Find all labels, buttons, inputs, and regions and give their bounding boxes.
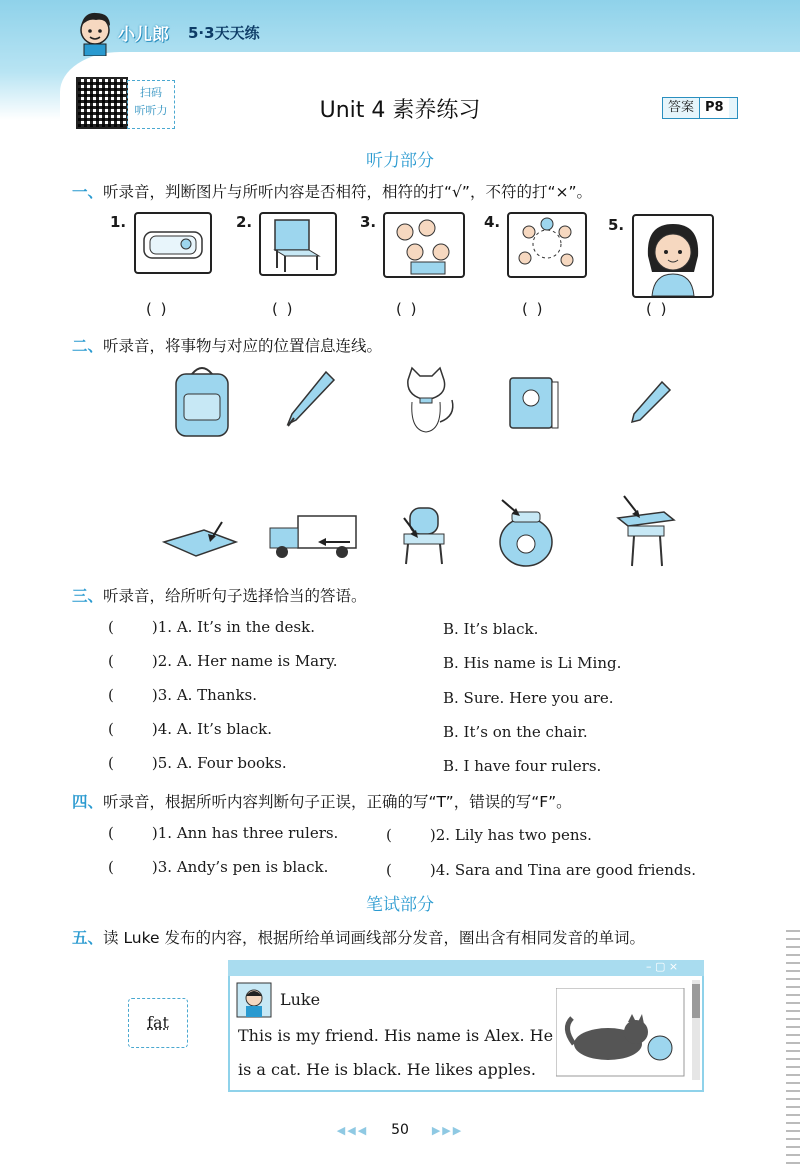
q1-item-2-picture bbox=[259, 212, 337, 276]
q3-row-1-b[interactable]: B. It’s black. bbox=[443, 620, 539, 638]
post-scrollbar-thumb[interactable] bbox=[692, 984, 700, 1018]
q3-row-4-a: A. It’s black. bbox=[176, 720, 272, 738]
answer-badge[interactable] bbox=[662, 97, 738, 119]
q5-instruction bbox=[72, 926, 645, 948]
q2-instruction bbox=[72, 334, 382, 356]
q1-item-2-label: 2. bbox=[236, 213, 253, 231]
q1-item-4-label: 4. bbox=[484, 213, 501, 231]
luke-avatar bbox=[236, 982, 272, 1018]
series-name: 5·3天天练 bbox=[188, 24, 260, 42]
word-fat: fat bbox=[147, 1013, 169, 1032]
scan-hint-line2: 听听力 bbox=[134, 104, 168, 117]
q3-row-5[interactable] bbox=[108, 754, 287, 772]
girl-portrait-icon bbox=[634, 216, 712, 296]
q1-item-5-picture bbox=[632, 214, 714, 298]
q3-row-3-paren: ( bbox=[108, 686, 114, 704]
answer-page: P8 bbox=[699, 98, 729, 118]
q4-text: 听录音，根据所听内容判断句子正误，正确的写“T”，错误的写“F”。 bbox=[103, 793, 572, 811]
q4-item-2-text: Lily has two pens. bbox=[454, 826, 592, 844]
q1-item-5-label: 5. bbox=[608, 216, 625, 234]
q4-item-1[interactable] bbox=[108, 824, 338, 842]
q3-row-1-num: )1. bbox=[151, 618, 173, 636]
page-edge-texture bbox=[786, 930, 800, 1170]
schoolbag-icon[interactable] bbox=[168, 364, 236, 440]
q3-row-2-num: )2. bbox=[151, 652, 173, 670]
q4-item-1-paren: ( bbox=[108, 824, 114, 842]
q3-row-3-a: A. Thanks. bbox=[176, 686, 258, 704]
desk-arrow-icon[interactable] bbox=[614, 494, 678, 570]
q4-instruction bbox=[72, 790, 572, 812]
q1-number: 一、 bbox=[72, 183, 104, 201]
prev-arrows-icon: ◀◀◀ bbox=[336, 1124, 369, 1137]
word-box bbox=[128, 998, 188, 1048]
scan-hint-line1: 扫码 bbox=[140, 86, 162, 99]
q3-row-1-a: A. It’s in the desk. bbox=[176, 618, 315, 636]
q1-item-3-answer[interactable]: ( ) bbox=[396, 300, 419, 318]
q1-item-3-picture bbox=[383, 212, 465, 278]
next-arrows-icon: ▶▶▶ bbox=[431, 1124, 464, 1137]
post-card-titlebar bbox=[228, 960, 704, 976]
q3-number: 三、 bbox=[72, 587, 104, 605]
writing-heading: 笔试部分 bbox=[366, 895, 434, 915]
q1-item-1-answer[interactable]: ( ) bbox=[146, 300, 169, 318]
q1-item-4-answer[interactable]: ( ) bbox=[522, 300, 545, 318]
post-line-2: is a cat. He is black. He likes apples. bbox=[238, 1060, 536, 1079]
book-icon[interactable] bbox=[504, 374, 564, 434]
q3-row-2-a: A. Her name is Mary. bbox=[176, 652, 338, 670]
jar-arrow-icon[interactable] bbox=[496, 498, 558, 570]
q1-instruction bbox=[72, 180, 592, 202]
q3-row-2-b[interactable]: B. His name is Li Ming. bbox=[443, 654, 622, 672]
answer-label: 答案 bbox=[668, 100, 695, 115]
q4-item-3-paren: ( bbox=[108, 858, 114, 876]
chair-arrow-icon[interactable] bbox=[396, 504, 450, 568]
q1-item-1-label: 1. bbox=[110, 213, 127, 231]
q5-text: 读 Luke 发布的内容，根据所给单词画线部分发音，圈出含有相同发音的单词。 bbox=[103, 929, 646, 947]
q1-item-4-picture bbox=[507, 212, 587, 278]
cat-icon[interactable] bbox=[398, 366, 460, 438]
pencil-box-arrow-icon[interactable] bbox=[160, 520, 240, 560]
page-number: 50 bbox=[391, 1122, 409, 1138]
q1-text: 听录音，判断图片与所听内容是否相符，相符的打“√”，不符的打“×”。 bbox=[103, 183, 593, 201]
q4-item-2[interactable] bbox=[386, 826, 592, 844]
q3-row-1-paren: ( bbox=[108, 618, 114, 636]
q4-item-4-text: Sara and Tina are good friends. bbox=[454, 861, 696, 879]
pen-icon[interactable] bbox=[282, 368, 338, 432]
q2-number: 二、 bbox=[72, 337, 104, 355]
q1-item-1-picture bbox=[134, 212, 212, 274]
q3-row-4-b[interactable]: B. It’s on the chair. bbox=[443, 723, 588, 741]
post-line-1: This is my friend. His name is Alex. He bbox=[238, 1026, 554, 1045]
page-title: Unit 4 素养练习 bbox=[319, 98, 481, 123]
q3-row-3-b[interactable]: B. Sure. Here you are. bbox=[443, 689, 614, 707]
q4-item-1-num: )1. bbox=[151, 824, 173, 842]
cat-with-apple-icon bbox=[556, 988, 686, 1078]
q3-row-2-paren: ( bbox=[108, 652, 114, 670]
mascot-boy-icon bbox=[74, 8, 116, 56]
chair-icon bbox=[261, 214, 335, 274]
q3-row-1[interactable] bbox=[108, 618, 315, 636]
q1-item-2-answer[interactable]: ( ) bbox=[272, 300, 295, 318]
page-footer bbox=[0, 1122, 800, 1138]
q4-item-4-paren: ( bbox=[386, 861, 392, 879]
q3-row-2[interactable] bbox=[108, 652, 338, 670]
post-author: Luke bbox=[280, 990, 321, 1009]
q4-item-4[interactable] bbox=[386, 861, 696, 879]
q4-number: 四、 bbox=[72, 793, 104, 811]
q3-instruction bbox=[72, 584, 367, 606]
children-playing-icon bbox=[509, 214, 585, 276]
q4-item-3-num: )3. bbox=[151, 858, 173, 876]
q4-item-3[interactable] bbox=[108, 858, 328, 876]
q3-text: 听录音，给所听句子选择恰当的答语。 bbox=[103, 587, 367, 605]
q3-row-5-num: )5. bbox=[151, 754, 173, 772]
q3-row-5-b[interactable]: B. I have four rulers. bbox=[443, 757, 602, 775]
brand-logo: 小儿郎 bbox=[118, 25, 169, 45]
q3-row-5-a: A. Four books. bbox=[176, 754, 287, 772]
q5-number: 五、 bbox=[72, 929, 104, 947]
q3-row-4-paren: ( bbox=[108, 720, 114, 738]
q4-item-1-text: Ann has three rulers. bbox=[176, 824, 339, 842]
pencil-icon[interactable] bbox=[626, 378, 674, 426]
q3-row-3[interactable] bbox=[108, 686, 257, 704]
q1-item-5-answer[interactable]: ( ) bbox=[646, 300, 669, 318]
q4-item-2-paren: ( bbox=[386, 826, 392, 844]
q4-item-3-text: Andy’s pen is black. bbox=[176, 858, 329, 876]
children-reading-icon bbox=[385, 214, 463, 276]
q3-row-4[interactable] bbox=[108, 720, 272, 738]
q3-row-3-num: )3. bbox=[151, 686, 173, 704]
post-scrollbar[interactable] bbox=[692, 980, 700, 1080]
q1-item-3-label: 3. bbox=[360, 213, 377, 231]
q3-row-4-num: )4. bbox=[151, 720, 173, 738]
window-controls[interactable]: – ▢ × bbox=[646, 960, 679, 973]
truck-arrow-icon[interactable] bbox=[266, 512, 360, 562]
q4-item-4-num: )4. bbox=[429, 861, 451, 879]
q3-row-5-paren: ( bbox=[108, 754, 114, 772]
q4-item-2-num: )2. bbox=[429, 826, 451, 844]
listening-heading: 听力部分 bbox=[366, 151, 434, 171]
q2-text: 听录音，将事物与对应的位置信息连线。 bbox=[103, 337, 383, 355]
pencil-box-icon bbox=[136, 214, 210, 272]
